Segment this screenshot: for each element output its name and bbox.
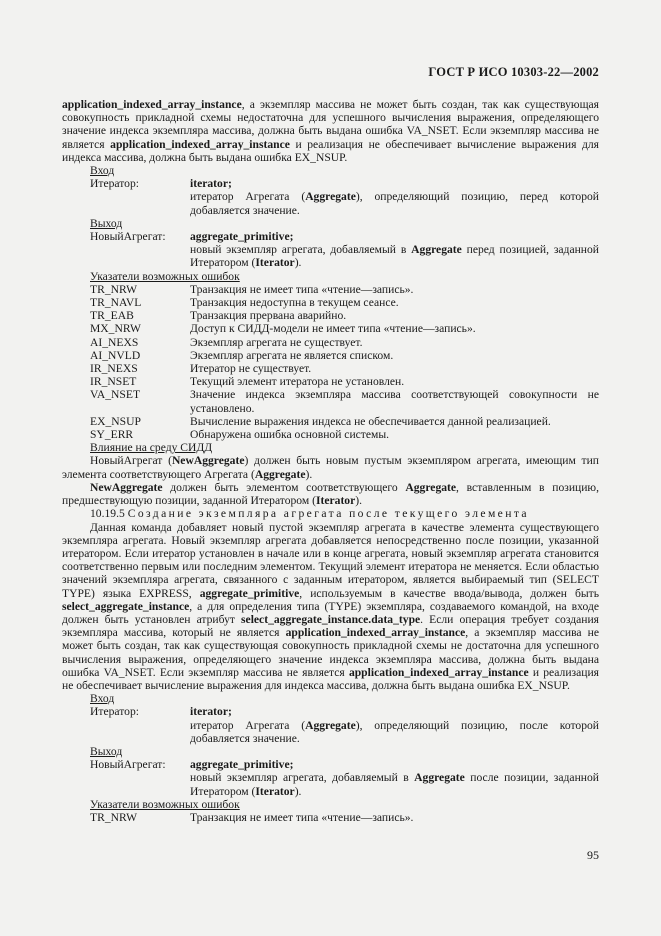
input-value: [190, 177, 599, 217]
error-row: [62, 296, 599, 309]
bold-term: application_indexed_array_instance: [62, 98, 242, 111]
page-number: 95: [587, 848, 599, 862]
text: ).: [294, 256, 302, 270]
text: перед позицией, заданной Итератором (: [190, 243, 600, 270]
bold-term: application_indexed_array_instance: [285, 626, 466, 640]
input-value: [190, 705, 599, 745]
effect-paragraph-1: [62, 454, 599, 480]
text: ).: [355, 494, 363, 508]
bold-term: Iterator: [255, 256, 295, 270]
error-code: TR_NAVL: [90, 296, 142, 310]
error-code: TR_NRW: [90, 282, 138, 296]
bold-term: select_aggregate_instance: [62, 599, 190, 613]
error-desc: Доступ к СИДД-модели не имеет типа «чтение—запись».: [190, 322, 476, 336]
section-paragraph: [62, 521, 599, 693]
error-desc: Транзакция прервана аварийно.: [190, 309, 347, 323]
output-heading: Выход: [90, 744, 123, 758]
bold-term: Aggregate: [414, 771, 465, 785]
error-desc: Значение индекса экземпляра массива соответствующей совокупности не установлено.: [190, 388, 599, 415]
error-row: [62, 375, 599, 388]
error-row: [62, 415, 599, 428]
section-title: Создание экземпляра агрегата после текущего элемента: [127, 507, 529, 521]
bold-term: Aggregate: [411, 243, 462, 257]
error-row: [62, 336, 599, 349]
output-value: [190, 230, 599, 270]
error-desc: Экземпляр агрегата не существует.: [190, 335, 363, 349]
text: итератор Агрегата (: [190, 718, 306, 732]
text: ).: [294, 784, 302, 798]
text: новый экземпляр агрегата, добавляемый в: [190, 243, 412, 257]
bold-term: select_aggregate_instance.data_type: [241, 612, 421, 626]
error-code: TR_EAB: [90, 309, 134, 323]
input-key: Итератор:: [90, 705, 139, 719]
error-row: [62, 309, 599, 322]
error-code: AI_NVLD: [90, 348, 141, 362]
output-value: [190, 758, 599, 798]
text: новый экземпляр агрегата, добавляемый в: [190, 771, 415, 785]
error-code: AI_NEXS: [90, 335, 139, 349]
error-desc: Транзакция не имеет типа «чтение—запись».: [190, 810, 414, 824]
error-code: IR_NEXS: [90, 362, 138, 376]
error-code: IR_NSET: [90, 375, 137, 389]
text: итератор Агрегата (: [190, 190, 306, 204]
input-key: Итератор:: [90, 177, 139, 191]
error-desc: Экземпляр агрегата не является списком.: [190, 348, 394, 362]
text: , а экземпляр массива не может быть создан, так как существующая совокупность прикладной схемы не достаточна для успешного вычисления выражения, определяющего значение индекса экземпляра массива, должна быть выдана ошибка VA_NSET. Если экземпляр массива не является: [62, 626, 599, 679]
input-heading: Вход: [90, 692, 115, 706]
output-row: [62, 758, 599, 798]
text: Данная команда добавляет новый пустой экземпляр агрегата в качестве элемента существующего экземпляра агрегата. Новый экземпляр агрегата добавляется непосредственно после позиции, указанной итератором. Если итератор установлен в начале или в конце агрегата, новый экземпляр агрегата становится соответственно первым или последним элементом. Текущий элемент итератора не меняется. Если областью значений экземпляра агрегата, связанного с заданным итератором, является выбираемый тип (SELECT TYPE) языка EXPRESS,: [62, 520, 599, 600]
error-row: [62, 322, 599, 335]
bold-term: Iterator: [315, 494, 356, 508]
text: ), определяющий позицию, перед которой добавляется значение.: [190, 190, 599, 217]
page-header: ГОСТ Р ИСО 10303-22—2002: [428, 65, 599, 79]
output-heading: Выход: [90, 216, 123, 230]
bold-term: Aggregate: [405, 480, 457, 494]
error-row: [62, 283, 599, 296]
error-code: SY_ERR: [90, 428, 134, 442]
error-row: [62, 388, 599, 414]
text: ).: [305, 467, 313, 481]
error-row: [62, 811, 599, 824]
text: должен быть элементом соответствующего: [162, 480, 406, 494]
output-key: НовыйАгрегат:: [90, 230, 166, 244]
input-row: [62, 705, 599, 745]
error-row: [62, 362, 599, 375]
section-heading: [62, 507, 599, 520]
output-name: aggregate_primitive;: [190, 758, 294, 772]
text: после позиции, заданной Итератором (: [190, 771, 599, 798]
input-heading: Вход: [90, 164, 115, 178]
errors-heading: Указатели возможных ошибок: [90, 797, 240, 811]
output-key: НовыйАгрегат:: [90, 758, 166, 772]
input-row: [62, 177, 599, 217]
bold-term: Iterator: [255, 784, 295, 798]
bold-term: aggregate_primitive: [199, 586, 300, 600]
text: НовыйАгрегат (: [90, 454, 172, 468]
bold-term: Aggregate: [305, 190, 356, 204]
effect-heading: Влияние на среду СИДД: [90, 441, 213, 455]
error-row: [62, 428, 599, 441]
error-row: [62, 349, 599, 362]
paragraph-intro: [62, 98, 599, 164]
text: ) должен быть новым пустым экземпляром агрегата, имеющим тип элемента соответствующего Агрегата (: [62, 454, 599, 481]
effect-paragraph-2: [62, 481, 599, 507]
error-code: VA_NSET: [90, 388, 141, 402]
text: и реализация не обеспечивает вычисление выражения для индекса массива, должна быть выдана ошибка EX_NSUP.: [62, 137, 599, 164]
input-name: iterator;: [190, 177, 232, 191]
error-desc: Транзакция недоступна в текущем сеансе.: [190, 296, 399, 310]
error-desc: Транзакция не имеет типа «чтение—запись».: [190, 282, 414, 296]
bold-term: Aggregate: [305, 718, 356, 732]
text: и реализация не обеспечивает вычисление выражения для индекса массива, должна быть выдана ошибка EX_NSUP.: [62, 665, 600, 692]
text: , а для определения типа (TYPE) экземпляра, создаваемого командой, на входе должен быть установлен атрибут: [62, 599, 599, 626]
error-desc: Обнаружена ошибка основной системы.: [190, 428, 390, 442]
page-content: [62, 98, 599, 824]
bold-term: application_indexed_array_instance: [348, 665, 529, 679]
bold-term: Aggregate: [254, 467, 306, 481]
text: , а экземпляр массива не может быть создан, так как существующая совокупность прикладной схемы недостаточна для успешного вычисления выражения, определяющего значение индекса экземпляра массива, должна быть выдана ошибка VA_NSET. Если экземпляр массива не является: [62, 98, 599, 151]
errors-list: [62, 283, 599, 441]
input-name: iterator;: [190, 705, 232, 719]
bold-term: NewAggregate: [171, 454, 245, 468]
error-desc: Текущий элемент итератора не установлен.: [190, 375, 405, 389]
section-number: 10.19.5: [90, 507, 125, 521]
error-desc: Итератор не существует.: [190, 362, 312, 376]
bold-term: application_indexed_array_instance: [110, 137, 290, 151]
text: , вставленным в позицию, предшествующую позиции, заданной Итератором (: [62, 480, 599, 508]
error-code: EX_NSUP: [90, 414, 141, 428]
error-code: MX_NRW: [90, 322, 141, 336]
error-code: TR_NRW: [90, 810, 138, 824]
errors-heading: Указатели возможных ошибок: [90, 269, 240, 283]
output-name: aggregate_primitive;: [190, 230, 294, 244]
text: , используемым в качестве ввода/вывода, должен быть: [299, 586, 599, 600]
text: . Если операция требует создания экземпляра массива, который не является: [62, 612, 599, 640]
bold-term: NewAggregate: [90, 480, 163, 494]
text: ), определяющий позицию, после которой добавляется значение.: [190, 718, 599, 745]
output-row: [62, 230, 599, 270]
error-desc: Вычисление выражения индекса не обеспечивается данной реализацией.: [190, 414, 551, 428]
